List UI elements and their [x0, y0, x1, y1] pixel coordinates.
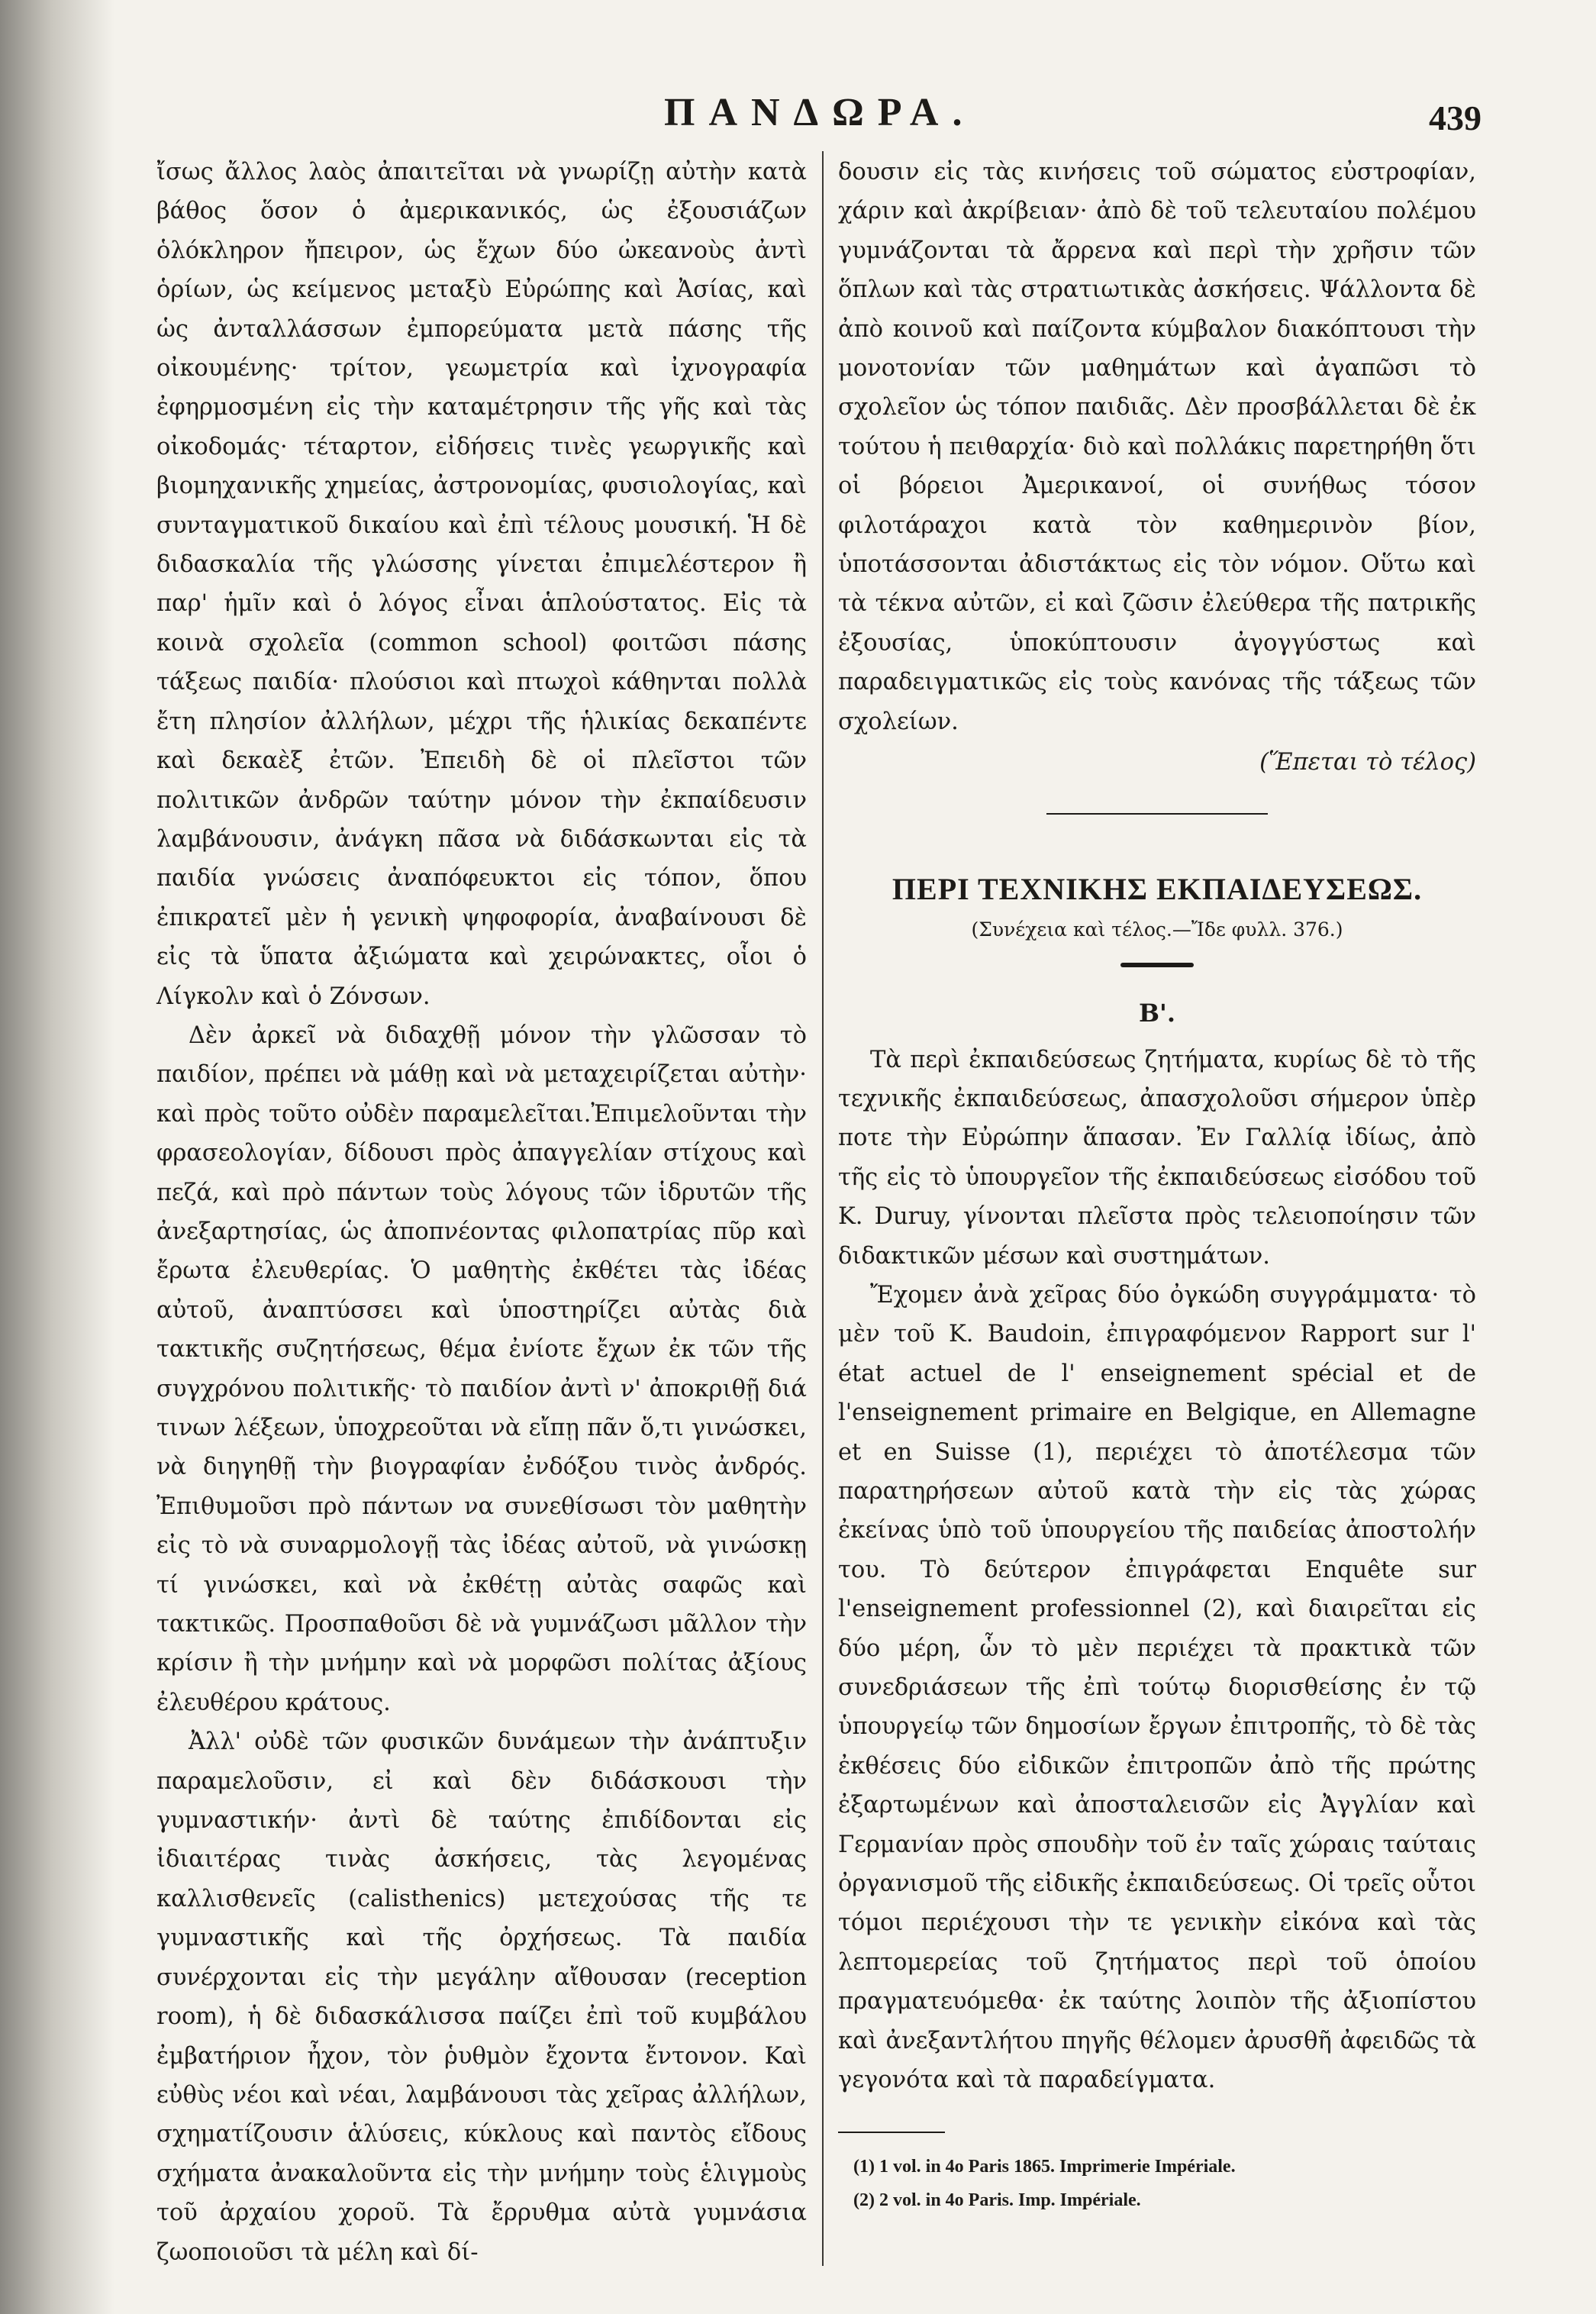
running-title: ΠΑΝΔΩΡΑ.: [664, 91, 976, 134]
article-title: ΠΕΡΙ ΤΕΧΝΙΚΗΣ ΕΚΠΑΙΔΕΥΣΕΩΣ.: [892, 871, 1423, 906]
section-letter: Β'.: [1139, 998, 1175, 1028]
page-number: 439: [1429, 98, 1482, 137]
left-paragraph-3: Ἀλλ' οὐδὲ τῶν φυσικῶν δυνάμεων τὴν ἀνάπτυξιν παραμελοῦσιν, εἰ καὶ δὲν διδάσκουσι τὴν γυμναστικήν· ἀντὶ δὲ ταύτης ἐπιδίδονται εἰς ἰδιαιτέρας τινὰς ἀσκήσεις, τὰς λεγομένας καλλισθενεῖς (calisthenics) μετεχούσας τῆς τε γυμναστικῆς καὶ τῆς ὀρχήσεως. Τὰ παιδία συνέρχονται εἰς τὴν μεγάλην αἴθουσαν (reception room), ἡ δὲ διδασκάλισσα παίζει ἐπὶ τοῦ κυμβάλου ἐμβατήριον ἦχον, τὸν ῥυθμὸν ἔχοντα ἔντονον. Καὶ εὐθὺς νέοι καὶ νέαι, λαμβάνουσι τὰς χεῖρας ἀλλήλων, σχηματίζουσιν ἁλύσεις, κύκλους καὶ παντὸς εἴδους σχήματα ἀνακαλοῦντα εἰς τὴν μνήμην τοὺς ἑλιγμοὺς τοῦ ἀρχαίου χοροῦ. Τὰ ἔρρυθμα αὐτὰ γυμνάσια ζωοποιοῦσι τὰ μέλη καὶ δί-: [156, 1728, 807, 2266]
right-column: [838, 153, 1476, 2217]
ornament-rule: [1120, 963, 1194, 967]
left-paragraph-1: ἴσως ἄλλος λαὸς ἀπαιτεῖται νὰ γνωρίζῃ αὐτὴν κατὰ βάθος ὅσον ὁ ἀμερικανικός, ὡς ἐξουσιάζων ὁλόκληρον ἤπειρον, ὡς ἔχων δύο ὠκεανοὺς ἀντὶ ὁρίων, ὡς κείμενος μεταξὺ Εὐρώπης καὶ Ἀσίας, καὶ ὡς ἀνταλλάσσων ἐμπορεύματα μετὰ πάσης τῆς οἰκουμένης· τρίτον, γεωμετρία καὶ ἰχνογραφία ἐφηρμοσμένη εἰς τὴν καταμέτρησιν τῆς γῆς καὶ τὰς οἰκοδομάς· τέταρτον, εἰδήσεις τινὲς γεωργικῆς καὶ βιομηχανικῆς χημείας, ἀστρονομίας, φυσιολογίας, καὶ συνταγματικοῦ δικαίου καὶ ἐπὶ τέλους μουσική. Ἡ δὲ διδασκαλία τῆς γλώσσης γίνεται ἐπιμελέστερον ἢ παρ' ἡμῖν καὶ ὁ λόγος εἶναι ἁπλούστατος. Εἰς τὰ κοινὰ σχολεῖα (common school) φοιτῶσι πάσης τάξεως παιδία· πλούσιοι καὶ πτωχοὶ κάθηνται πολλὰ ἔτη πλησίον ἀλλήλων, μέχρι τῆς ἡλικίας δεκαπέντε καὶ δεκαὲξ ἐτῶν. Ἐπειδὴ δὲ οἱ πλεῖστοι τῶν πολιτικῶν ἀνδρῶν ταύτην μόνον τὴν ἐκπαίδευσιν λαμβάνουσιν, ἀνάγκη πᾶσα νὰ διδάσκωνται εἰς τὰ παιδία γνώσεις ἀναπόφευκτοι εἰς τόπον, ὅπου ἐπικρατεῖ μὲν ἡ γενικὴ ψηφοφορία, ἀναβαίνουσι δὲ εἰς τὰ ὕπατα ἀξιώματα καὶ χειρώνακτες, οἷοι ὁ Λίγκολν καὶ ὁ Ζόνσων.: [156, 159, 807, 1010]
left-column: [156, 153, 807, 2272]
to-be-continued-note: (Ἕπεται τὸ τέλος): [1259, 749, 1476, 776]
left-paragraph-2: Δὲν ἀρκεῖ νὰ διδαχθῇ μόνον τὴν γλῶσσαν τὸ παιδίον, πρέπει νὰ μάθῃ καὶ νὰ μεταχειρίζεται αὐτὴν· καὶ πρὸς τοῦτο οὐδὲν παραμελεῖται.Ἐπιμελοῦνται τὴν φρασεολογίαν, δίδουσι πρὸς ἀπαγγελίαν στίχους καὶ πεζά, καὶ πρὸ πάντων τοὺς λόγους τῶν ἱδρυτῶν τῆς ἀνεξαρτησίας, ὡς ἀποπνέοντας φιλοπατρίας πῦρ καὶ ἔρωτα ἐλευθερίας. Ὁ μαθητὴς ἐκθέτει τὰς ἰδέας αὐτοῦ, ἀναπτύσσει καὶ ὑποστηρίζει αὐτὰς διὰ τακτικῆς συζητήσεως, θέμα ἐνίοτε ἔχων ἐκ τῶν τῆς συγχρόνου πολιτικῆς· τὸ παιδίον ἀντὶ ν' ἀποκριθῇ διά τινων λέξεων, ὑποχρεοῦται νὰ εἴπῃ πᾶν ὅ,τι γινώσκει, νὰ διηγηθῇ τὴν βιογραφίαν ἐνδόξου τινὸς ἀνδρός. Ἐπιθυμοῦσι πρὸ πάντων να συνεθίσωσι τὸν μαθητὴν εἰς τὸ νὰ συναρμολογῇ τὰς ἰδέας αὐτοῦ, νὰ γινώσκῃ τί γινώσκει, καὶ νὰ ἐκθέτῃ αὐτὰς σαφῶς καὶ τακτικῶς. Προσπαθοῦσι δὲ νὰ γυμνάζωσι μᾶλλον τὴν κρίσιν ἢ τὴν μνήμην καὶ νὰ μορφῶσι πολίτας ἀξίους ἐλευθέρου κράτους.: [156, 1021, 807, 1716]
footnote-2: (2) 2 vol. in 4o Paris. Imp. Impériale.: [853, 2190, 1141, 2211]
binding-shadow: [0, 0, 114, 2314]
right-continuation-paragraph: δουσιν εἰς τὰς κινήσεις τοῦ σώματος εὐστροφίαν, χάριν καὶ ἀκρίβειαν· ἀπὸ δὲ τοῦ τελευταίου πολέμου γυμνάζονται τὰ ἄρρενα καὶ περὶ τὴν χρῆσιν τῶν ὅπλων καὶ τὰς στρατιωτικὰς ἀσκήσεις. Ψάλλοντα δὲ ἀπὸ κοινοῦ καὶ παίζοντα κύμβαλον διακόπτουσι τὴν μονοτονίαν τῶν μαθημάτων καὶ ἀγαπῶσι τὸ σχολεῖον ὡς τόπον παιδιᾶς. Δὲν προσβάλλεται δὲ ἐκ τούτου ἡ πειθαρχία· διὸ καὶ πολλάκις παρετηρήθη ὅτι οἱ βόρειοι Ἀμερικανοί, οἱ συνήθως τόσον φιλοτάραχοι κατὰ τὸν καθημερινὸν βίον, ὑποτάσσονται ἀδιστάκτως εἰς τὸν νόμον. Οὕτω καὶ τὰ τέκνα αὐτῶν, εἰ καὶ ζῶσιν ἐλεύθερα τῆς πατρικῆς ἐξουσίας, ὑποκύπτουσιν ἀγογγύστως καὶ παραδειγματικῶς εἰς τοὺς κανόνας τῆς τάξεως τῶν σχολείων.: [838, 159, 1476, 735]
footnote-1: (1) 1 vol. in 4o Paris 1865. Imprimerie Impériale.: [853, 2157, 1236, 2177]
right-paragraph-2: Ἔχομεν ἀνὰ χεῖρας δύο ὀγκώδη συγγράμματα· τὸ μὲν τοῦ Κ. Baudoin, ἐπιγραφόμενον Rapport sur l' état actuel de l' enseignement spécial et de l'enseignement primaire en Belgique, en Allemagne et en Suisse (1), περιέχει τὸ ἀποτέλεσμα τῶν παρατηρήσεων αὐτοῦ κατὰ τὴν εἰς τὰς χώρας ἐκείνας ὑπὸ τοῦ ὑπουργείου τῆς παιδείας ἀποστολήν του. Τὸ δεύτερον ἐπιγράφεται Enquête sur l'enseignement professionnel (2), καὶ διαιρεῖται εἰς δύο μέρη, ὧν τὸ μὲν περιέχει τὰ πρακτικὰ τῶν συνεδριάσεων τῆς ἐπὶ τούτῳ διορισθείσης ἐν τῷ ὑπουργείῳ τῶν δημοσίων ἔργων ἐπιτροπῆς, τὸ δὲ τὰς ἐκθέσεις δύο εἰδικῶν ἐπιτροπῶν ἀπὸ τῆς πρώτης ἐξαρτωμένων καὶ ἀποσταλεισῶν εἰς Ἀγγλίαν καὶ Γερμανίαν πρὸς σπουδὴν τοῦ ἐν ταῖς χώραις ταύταις ὀργανισμοῦ τῆς εἰδικῆς ἐκπαιδεύσεως. Οἱ τρεῖς οὗτοι τόμοι περιέχουσι τὴν τε γενικὴν εἰκόνα καὶ τὰς λεπτομερείας τοῦ ζητήματος περὶ τοῦ ὁποίου πραγματευόμεθα· ἐκ ταύτης λοιπὸν τῆς ἀξιοπίστου καὶ ἀνεξαντλήτου πηγῆς θέλομεν ἀρυσθῆ ἀφειδῶς τὰ γεγονότα καὶ τὰ παραδείγματα.: [838, 1281, 1476, 2094]
right-paragraph-1: Τὰ περὶ ἐκπαιδεύσεως ζητήματα, κυρίως δὲ τὸ τῆς τεχνικῆς ἐκπαιδεύσεως, ἀπασχολοῦσι σήμερον ὑπὲρ ποτε τὴν Εὐρώπην ἅπασαν. Ἐν Γαλλίᾳ ἰδίως, ἀπὸ τῆς εἰς τὸ ὑπουργεῖον τῆς ἐκπαιδεύσεως εἰσόδου τοῦ Κ. Duruy, γίνονται πλεῖστα πρὸς τελειοποίησιν τῶν διδακτικῶν μέσων καὶ συστημάτων.: [838, 1046, 1476, 1270]
column-divider: [822, 151, 824, 2266]
article-subtitle: (Συνέχεια καὶ τέλος.—Ἴδε φυλλ. 376.): [971, 918, 1343, 941]
section-divider-rule: [1046, 813, 1268, 815]
footnote-rule: [838, 2132, 945, 2133]
